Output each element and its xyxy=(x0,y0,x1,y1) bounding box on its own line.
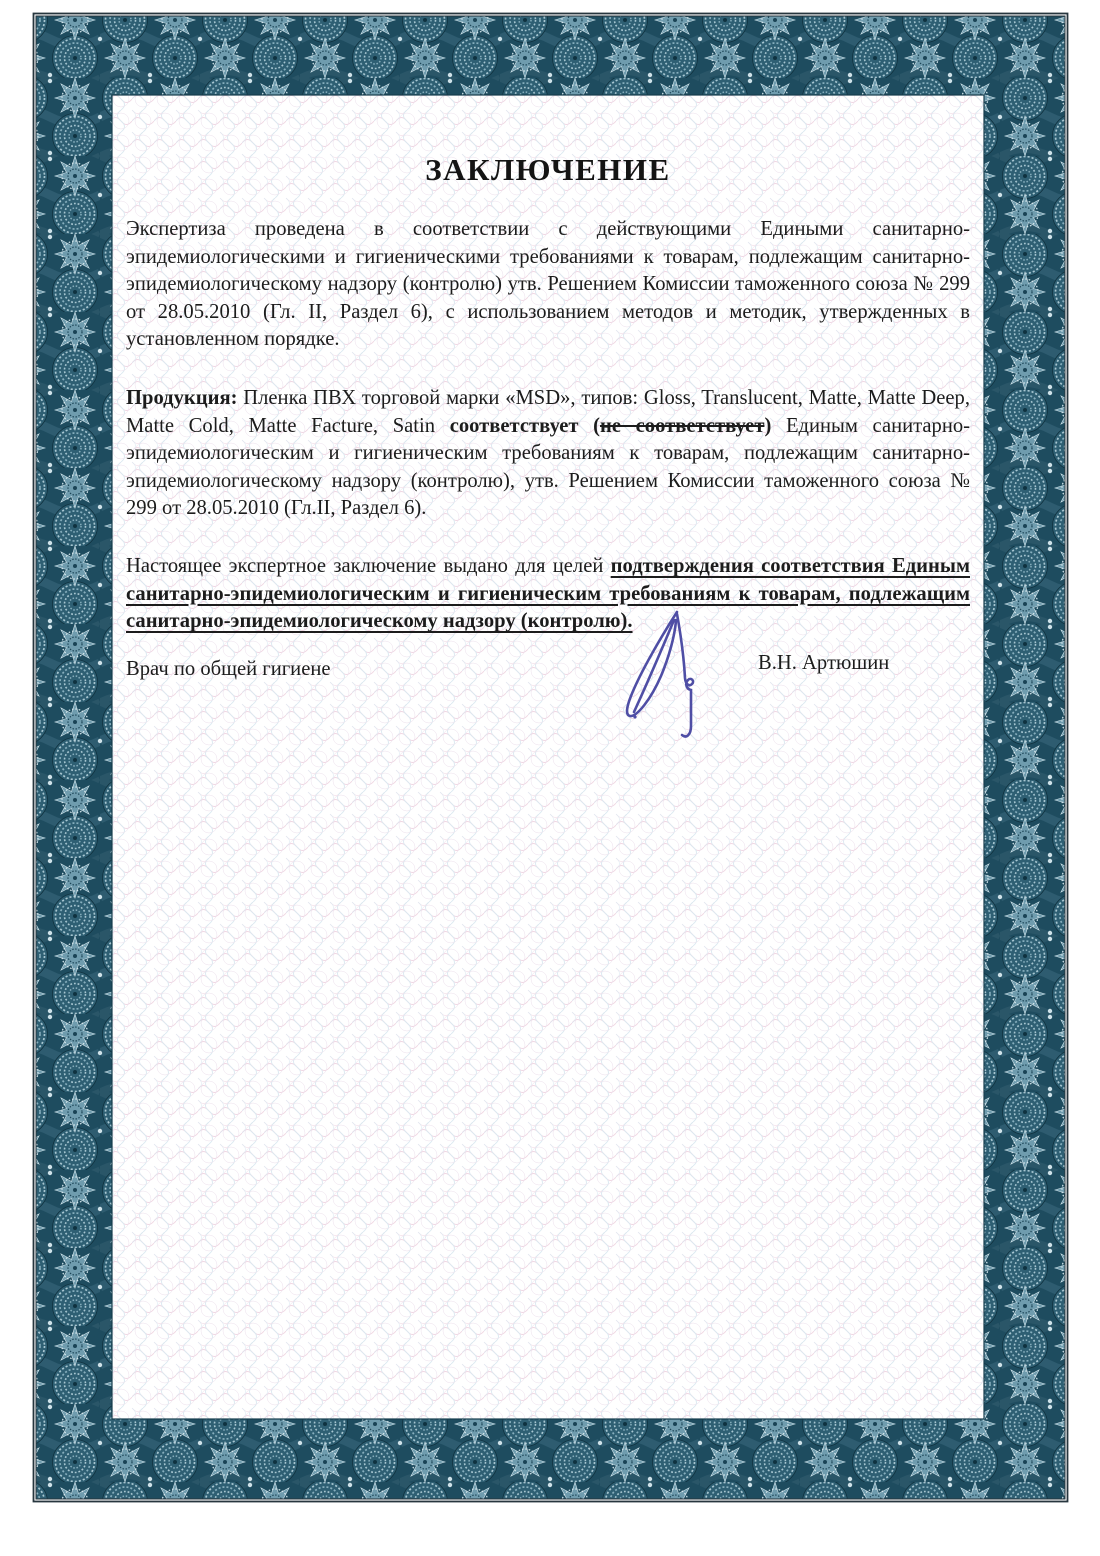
signature-stroke-group xyxy=(627,612,693,736)
handwritten-signature-ink xyxy=(598,602,718,752)
verdict-positive: соответствует xyxy=(449,414,579,437)
signatory-name: В.Н. Артюшин xyxy=(758,652,890,674)
paren-close: ) xyxy=(764,414,772,437)
signature-ink-dot xyxy=(633,715,636,718)
production-description: Пленка ПВХ торговой марки «MSD», типов: Gloss, Translucent, Matte, Matte Deep, Matte Cold, Matte Facture, Satin xyxy=(126,386,970,437)
purpose-emphasized: подтверждения соответствия Единым санитарно-эпидемиологическим и гигиеническим требованиям к товарам, подлежащим санитарно-эпидемиологическому надзору (контролю). xyxy=(126,554,971,633)
signatory-role: Врач по общей гигиене xyxy=(126,658,331,680)
production-requirements: Единым санитарно-эпидемиологическим и гигиеническим требованиям к товарам, подлежащим санитарно-эпидемиологическому надзору (контролю), утв. Решением Комиссии таможенного союза № 299 от 28.05.2010 (Гл.II, Раздел 6). xyxy=(126,414,970,520)
paren-open: ( xyxy=(593,414,600,437)
page-title: ЗАКЛЮЧЕНИЕ xyxy=(425,152,671,187)
paragraph-production xyxy=(126,385,970,523)
document-body xyxy=(112,95,984,1419)
verdict-negative-struck: не соответствует xyxy=(600,414,765,437)
paragraph-expertise: Экспертиза проведена в соответствии с действующими Едиными санитарно-эпидемиологическими и гигиеническими требованиями к товарам, подлежащим санитарно-эпидемиологическому надзору (контролю) утв. Решением Комиссии таможенного союза № 299 от 28.05.2010 (Гл. II, Раздел 6), с использованием методов и методик, утвержденных в установленном порядке. xyxy=(126,218,970,351)
production-label: Продукция: xyxy=(126,386,238,409)
purpose-lead: Настоящее экспертное заключение выдано для целей xyxy=(126,554,604,577)
signature-block xyxy=(112,600,984,760)
verdict-negative-group xyxy=(593,415,771,437)
